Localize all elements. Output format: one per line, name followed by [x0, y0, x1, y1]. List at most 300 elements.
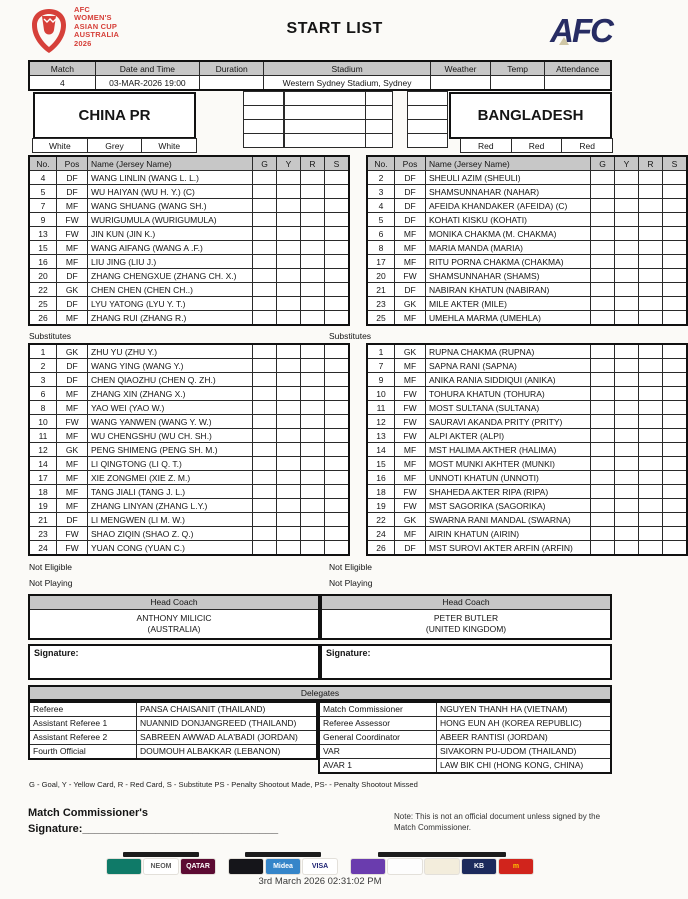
player-name: YUAN CONG (YUAN C.)	[88, 541, 253, 556]
sub-cell	[663, 227, 688, 241]
player-number: 6	[29, 387, 57, 401]
delegate-row	[29, 716, 317, 730]
player-number: 15	[367, 457, 395, 471]
player-position: DF	[57, 513, 88, 527]
yellow-cell	[615, 401, 639, 415]
player-number: 25	[367, 311, 395, 326]
goal-cell	[253, 359, 277, 373]
away-coach-box	[320, 594, 612, 640]
delegate-row	[29, 730, 317, 744]
delegate-role: Match Commissioner	[319, 702, 437, 717]
goal-cell	[591, 513, 615, 527]
sub-cell	[325, 387, 350, 401]
sub-cell	[663, 485, 688, 499]
player-number: 11	[29, 429, 57, 443]
sub-cell	[325, 401, 350, 415]
sub-cell	[663, 185, 688, 199]
goal-cell	[591, 255, 615, 269]
yellow-cell	[277, 311, 301, 326]
player-name: NABIRAN KHATUN (NABIRAN)	[426, 283, 591, 297]
player-row	[367, 269, 687, 283]
yellow-cell	[277, 241, 301, 255]
player-row	[29, 269, 349, 283]
player-number: 15	[29, 241, 57, 255]
yellow-cell	[277, 457, 301, 471]
player-number: 20	[367, 269, 395, 283]
red-cell	[301, 541, 325, 556]
player-row	[367, 255, 687, 269]
red-cell	[639, 373, 663, 387]
player-position: FW	[395, 429, 426, 443]
substitute-row	[367, 359, 687, 373]
player-name: ZHANG RUI (ZHANG R.)	[88, 311, 253, 326]
player-row	[29, 185, 349, 199]
print-timestamp: 3rd March 2026 02:31:02 PM	[258, 876, 382, 887]
player-name: KOHATI KISKU (KOHATI)	[426, 213, 591, 227]
substitute-row	[367, 443, 687, 457]
delegate-role: Assistant Referee 2	[29, 730, 137, 744]
player-position: MF	[395, 471, 426, 485]
player-name: UMEHLA MARMA (UMEHLA)	[426, 311, 591, 326]
home-kit-colors	[33, 138, 197, 153]
goal-cell	[253, 527, 277, 541]
sub-cell	[663, 415, 688, 429]
player-number: 24	[367, 527, 395, 541]
away-signature-box: Signature:	[320, 644, 612, 680]
sub-cell	[663, 199, 688, 213]
player-number: 2	[367, 171, 395, 185]
player-position: DF	[57, 269, 88, 283]
goal-cell	[253, 213, 277, 227]
goal-cell	[591, 227, 615, 241]
away-substitutes-label: Substitutes	[329, 331, 372, 341]
player-position: FW	[395, 485, 426, 499]
delegate-row	[319, 702, 611, 717]
home-starters-table	[28, 155, 350, 326]
player-number: 4	[29, 171, 57, 185]
col-goal: G	[591, 156, 615, 171]
delegate-row	[319, 744, 611, 758]
sub-cell	[325, 457, 350, 471]
player-name: WU HAIYAN (WU H. Y.) (C)	[88, 185, 253, 199]
yellow-cell	[615, 429, 639, 443]
player-number: 19	[367, 499, 395, 513]
score-cell	[365, 133, 393, 148]
sponsor-logos	[351, 859, 533, 874]
red-cell	[301, 311, 325, 326]
afc-logo	[550, 14, 612, 47]
player-name: ZHANG XIN (ZHANG X.)	[88, 387, 253, 401]
stadium-label: Stadium	[264, 61, 431, 76]
player-name: XIE ZONGMEI (XIE Z. M.)	[88, 471, 253, 485]
col-name: Name (Jersey Name)	[88, 156, 253, 171]
player-name: TOHURA KHATUN (TOHURA)	[426, 387, 591, 401]
player-name: SAPNA RANI (SAPNA)	[426, 359, 591, 373]
sub-cell	[663, 344, 688, 359]
player-number: 26	[29, 311, 57, 326]
player-name: RUPNA CHAKMA (RUPNA)	[426, 344, 591, 359]
yellow-cell	[615, 227, 639, 241]
player-position: MF	[57, 255, 88, 269]
yellow-cell	[615, 541, 639, 556]
score-cell	[365, 91, 393, 106]
player-position: GK	[57, 283, 88, 297]
player-position: FW	[395, 387, 426, 401]
red-cell	[639, 185, 663, 199]
sponsor-logo	[425, 859, 459, 874]
goal-cell	[253, 415, 277, 429]
player-name: WANG YING (WANG Y.)	[88, 359, 253, 373]
sub-cell	[325, 269, 350, 283]
col-goal: G	[253, 156, 277, 171]
player-position: MF	[395, 311, 426, 326]
sub-cell	[663, 527, 688, 541]
player-name: SWARNA RANI MANDAL (SWARNA)	[426, 513, 591, 527]
away-not-playing-label: Not Playing	[329, 578, 373, 588]
red-cell	[639, 171, 663, 185]
red-cell	[301, 255, 325, 269]
score-divider-column	[365, 92, 393, 148]
substitute-row	[29, 415, 349, 429]
yellow-cell	[277, 171, 301, 185]
match-info-header-row	[29, 61, 611, 76]
sub-cell	[663, 359, 688, 373]
tournament-logo-text: AFC WOMEN'S ASIAN CUP AUSTRALIA 2026	[74, 5, 120, 48]
home-not-eligible-label: Not Eligible	[29, 562, 72, 572]
player-position: FW	[57, 527, 88, 541]
red-cell	[639, 415, 663, 429]
player-number: 8	[367, 241, 395, 255]
red-cell	[639, 429, 663, 443]
sponsor-logo: NEOM	[144, 859, 178, 874]
player-position: MF	[395, 241, 426, 255]
substitute-row	[29, 443, 349, 457]
player-name: LIU JING (LIU J.)	[88, 255, 253, 269]
player-number: 10	[367, 387, 395, 401]
yellow-cell	[615, 527, 639, 541]
sponsor-strip	[0, 852, 640, 874]
player-position: FW	[57, 213, 88, 227]
substitute-row	[367, 387, 687, 401]
player-row	[367, 213, 687, 227]
delegates-header: Delegates	[28, 685, 612, 701]
sub-cell	[325, 297, 350, 311]
player-name: MOST SULTANA (SULTANA)	[426, 401, 591, 415]
delegate-role: Referee	[29, 702, 137, 717]
coach-name-line: PETER BUTLER	[433, 613, 499, 623]
yellow-cell	[615, 311, 639, 326]
col-pos: Pos	[57, 156, 88, 171]
player-position: MF	[57, 485, 88, 499]
player-number: 6	[367, 227, 395, 241]
red-cell	[639, 269, 663, 283]
player-name: SHAO ZIQIN (SHAO Z. Q.)	[88, 527, 253, 541]
player-row	[367, 241, 687, 255]
red-cell	[301, 297, 325, 311]
player-name: WU CHENGSHU (WU CH. SH.)	[88, 429, 253, 443]
player-number: 9	[367, 373, 395, 387]
substitute-row	[29, 359, 349, 373]
goal-cell	[253, 227, 277, 241]
player-number: 13	[29, 227, 57, 241]
substitute-row	[367, 471, 687, 485]
home-kit-shorts: Grey	[87, 138, 143, 153]
player-position: FW	[395, 499, 426, 513]
goal-cell	[591, 269, 615, 283]
sponsor-logo: VISA	[303, 859, 337, 874]
player-name: AIRIN KHATUN (AIRIN)	[426, 527, 591, 541]
player-position: FW	[395, 269, 426, 283]
goal-cell	[253, 171, 277, 185]
goal-cell	[591, 359, 615, 373]
mc-signature-line1: Match Commissioner's	[28, 806, 148, 819]
sub-cell	[663, 283, 688, 297]
goal-cell	[591, 415, 615, 429]
player-number: 3	[367, 185, 395, 199]
player-number: 16	[367, 471, 395, 485]
coach-country-line: (UNITED KINGDOM)	[425, 624, 507, 635]
yellow-cell	[615, 269, 639, 283]
home-score-cell	[243, 119, 284, 134]
home-score-cell	[243, 133, 284, 148]
away-starters-table	[366, 155, 688, 326]
player-name: UNNOTI KHATUN (UNNOTI)	[426, 471, 591, 485]
yellow-cell	[615, 443, 639, 457]
goal-cell	[253, 311, 277, 326]
home-score-cell	[243, 105, 284, 120]
red-cell	[639, 213, 663, 227]
sub-cell	[325, 373, 350, 387]
yellow-cell	[277, 344, 301, 359]
player-position: DF	[395, 199, 426, 213]
col-yellow: Y	[277, 156, 301, 171]
sub-cell	[325, 359, 350, 373]
home-coach-name	[30, 610, 318, 638]
yellow-cell	[277, 499, 301, 513]
player-row	[29, 297, 349, 311]
yellow-cell	[277, 513, 301, 527]
red-cell	[639, 255, 663, 269]
sub-cell	[325, 171, 350, 185]
substitute-row	[367, 513, 687, 527]
yellow-cell	[277, 359, 301, 373]
away-score-cell	[407, 133, 448, 148]
yellow-cell	[277, 527, 301, 541]
player-name: CHEN CHEN (CHEN CH..)	[88, 283, 253, 297]
yellow-cell	[277, 213, 301, 227]
player-number: 17	[29, 471, 57, 485]
red-cell	[639, 401, 663, 415]
coach-name-line: ANTHONY MILICIC	[136, 613, 212, 623]
player-number: 1	[29, 344, 57, 359]
col-no: No.	[29, 156, 57, 171]
player-row	[29, 213, 349, 227]
player-name: MST SAGORIKA (SAGORIKA)	[426, 499, 591, 513]
red-cell	[639, 513, 663, 527]
goal-cell	[591, 185, 615, 199]
player-position: GK	[57, 443, 88, 457]
sub-cell	[663, 297, 688, 311]
yellow-cell	[615, 485, 639, 499]
player-number: 10	[29, 415, 57, 429]
sub-cell	[663, 213, 688, 227]
player-number: 7	[367, 359, 395, 373]
player-number: 12	[367, 415, 395, 429]
sponsor-logo	[229, 859, 263, 874]
player-number: 26	[367, 541, 395, 556]
player-name: WURIGUMULA (WURIGUMULA)	[88, 213, 253, 227]
player-name: SHAMSUNNAHAR (NAHAR)	[426, 185, 591, 199]
player-position: MF	[57, 311, 88, 326]
yellow-cell	[277, 255, 301, 269]
red-cell	[301, 443, 325, 457]
substitute-row	[29, 471, 349, 485]
substitute-row	[29, 387, 349, 401]
player-number: 20	[29, 269, 57, 283]
sub-cell	[325, 241, 350, 255]
delegate-name: DOUMOUH ALBAKKAR (LEBANON)	[137, 744, 318, 759]
red-cell	[301, 227, 325, 241]
coach-country-line: (AUSTRALIA)	[147, 624, 201, 635]
away-score-cell	[407, 119, 448, 134]
player-position: MF	[395, 457, 426, 471]
sponsor-group-label-bar	[245, 852, 321, 857]
delegate-row	[319, 716, 611, 730]
delegates-right-table	[318, 701, 612, 774]
sponsor-group-label-bar	[378, 852, 505, 857]
score-period-label	[284, 105, 366, 120]
substitute-row	[367, 344, 687, 359]
goal-cell	[253, 344, 277, 359]
yellow-cell	[615, 199, 639, 213]
substitute-row	[29, 499, 349, 513]
yellow-cell	[277, 541, 301, 556]
player-name: SHAMSUNNAHAR (SHAMS)	[426, 269, 591, 283]
yellow-cell	[277, 185, 301, 199]
home-score-cell	[243, 91, 284, 106]
yellow-cell	[615, 387, 639, 401]
player-row	[29, 241, 349, 255]
sub-cell	[663, 171, 688, 185]
goal-cell	[253, 443, 277, 457]
player-position: DF	[57, 373, 88, 387]
col-name: Name (Jersey Name)	[426, 156, 591, 171]
goal-cell	[253, 541, 277, 556]
match-commissioner-signature	[28, 805, 278, 838]
yellow-cell	[615, 283, 639, 297]
red-cell	[301, 241, 325, 255]
score-period-label	[284, 119, 366, 134]
delegate-name: SABREEN AWWAD ALA'BADI (JORDAN)	[137, 730, 318, 744]
duration-value	[200, 76, 264, 91]
temp-value	[491, 76, 545, 91]
delegate-name: HONG EUN AH (KOREA REPUBLIC)	[437, 716, 612, 730]
red-cell	[301, 429, 325, 443]
sub-cell	[663, 513, 688, 527]
score-period-labels	[284, 92, 366, 148]
player-position: MF	[57, 499, 88, 513]
red-cell	[639, 344, 663, 359]
red-cell	[639, 199, 663, 213]
red-cell	[301, 213, 325, 227]
goal-cell	[591, 344, 615, 359]
yellow-cell	[615, 373, 639, 387]
tournament-logo	[28, 6, 119, 56]
sub-cell	[325, 429, 350, 443]
sub-cell	[663, 373, 688, 387]
away-kit-shorts: Red	[511, 138, 563, 153]
sub-cell	[325, 415, 350, 429]
player-row	[29, 283, 349, 297]
yellow-cell	[615, 344, 639, 359]
sub-cell	[663, 471, 688, 485]
player-name: MILE AKTER (MILE)	[426, 297, 591, 311]
player-name: LI MENGWEN (LI M. W.)	[88, 513, 253, 527]
goal-cell	[253, 269, 277, 283]
goal-cell	[253, 513, 277, 527]
yellow-cell	[615, 241, 639, 255]
delegate-row	[29, 744, 317, 759]
sponsor-group	[229, 852, 337, 874]
yellow-cell	[615, 255, 639, 269]
afc-logo-notch	[559, 37, 569, 45]
player-name: MOST MUNKI AKHTER (MUNKI)	[426, 457, 591, 471]
player-name: TANG JIALI (TANG J. L.)	[88, 485, 253, 499]
sponsor-group	[351, 852, 533, 874]
goal-cell	[591, 527, 615, 541]
player-number: 16	[29, 255, 57, 269]
match-info-table	[28, 60, 612, 91]
home-substitutes-table	[28, 343, 350, 556]
player-position: FW	[395, 415, 426, 429]
player-position: MF	[395, 227, 426, 241]
player-number: 5	[367, 213, 395, 227]
delegate-row	[29, 702, 317, 717]
goal-cell	[591, 541, 615, 556]
substitute-row	[29, 527, 349, 541]
player-number: 21	[29, 513, 57, 527]
red-cell	[301, 471, 325, 485]
substitute-row	[29, 541, 349, 556]
red-cell	[301, 199, 325, 213]
weather-value	[430, 76, 490, 91]
red-cell	[639, 241, 663, 255]
goal-cell	[591, 297, 615, 311]
goal-cell	[591, 199, 615, 213]
player-row	[367, 199, 687, 213]
yellow-cell	[277, 401, 301, 415]
player-number: 2	[29, 359, 57, 373]
yellow-cell	[615, 213, 639, 227]
player-number: 22	[29, 283, 57, 297]
yellow-cell	[277, 443, 301, 457]
stadium-value: Western Sydney Stadium, Sydney	[264, 76, 431, 91]
player-name: MONIKA CHAKMA (M. CHAKMA)	[426, 227, 591, 241]
yellow-cell	[277, 297, 301, 311]
sub-cell	[325, 185, 350, 199]
sub-cell	[663, 541, 688, 556]
delegate-name: PANSA CHAISANIT (THAILAND)	[137, 702, 318, 717]
player-position: MF	[57, 457, 88, 471]
sub-cell	[663, 429, 688, 443]
player-name: PENG SHIMENG (PENG SH. M.)	[88, 443, 253, 457]
sub-cell	[663, 387, 688, 401]
player-position: MF	[395, 527, 426, 541]
player-row	[29, 199, 349, 213]
player-position: FW	[57, 415, 88, 429]
home-kit-socks: White	[141, 138, 197, 153]
sub-cell	[325, 485, 350, 499]
